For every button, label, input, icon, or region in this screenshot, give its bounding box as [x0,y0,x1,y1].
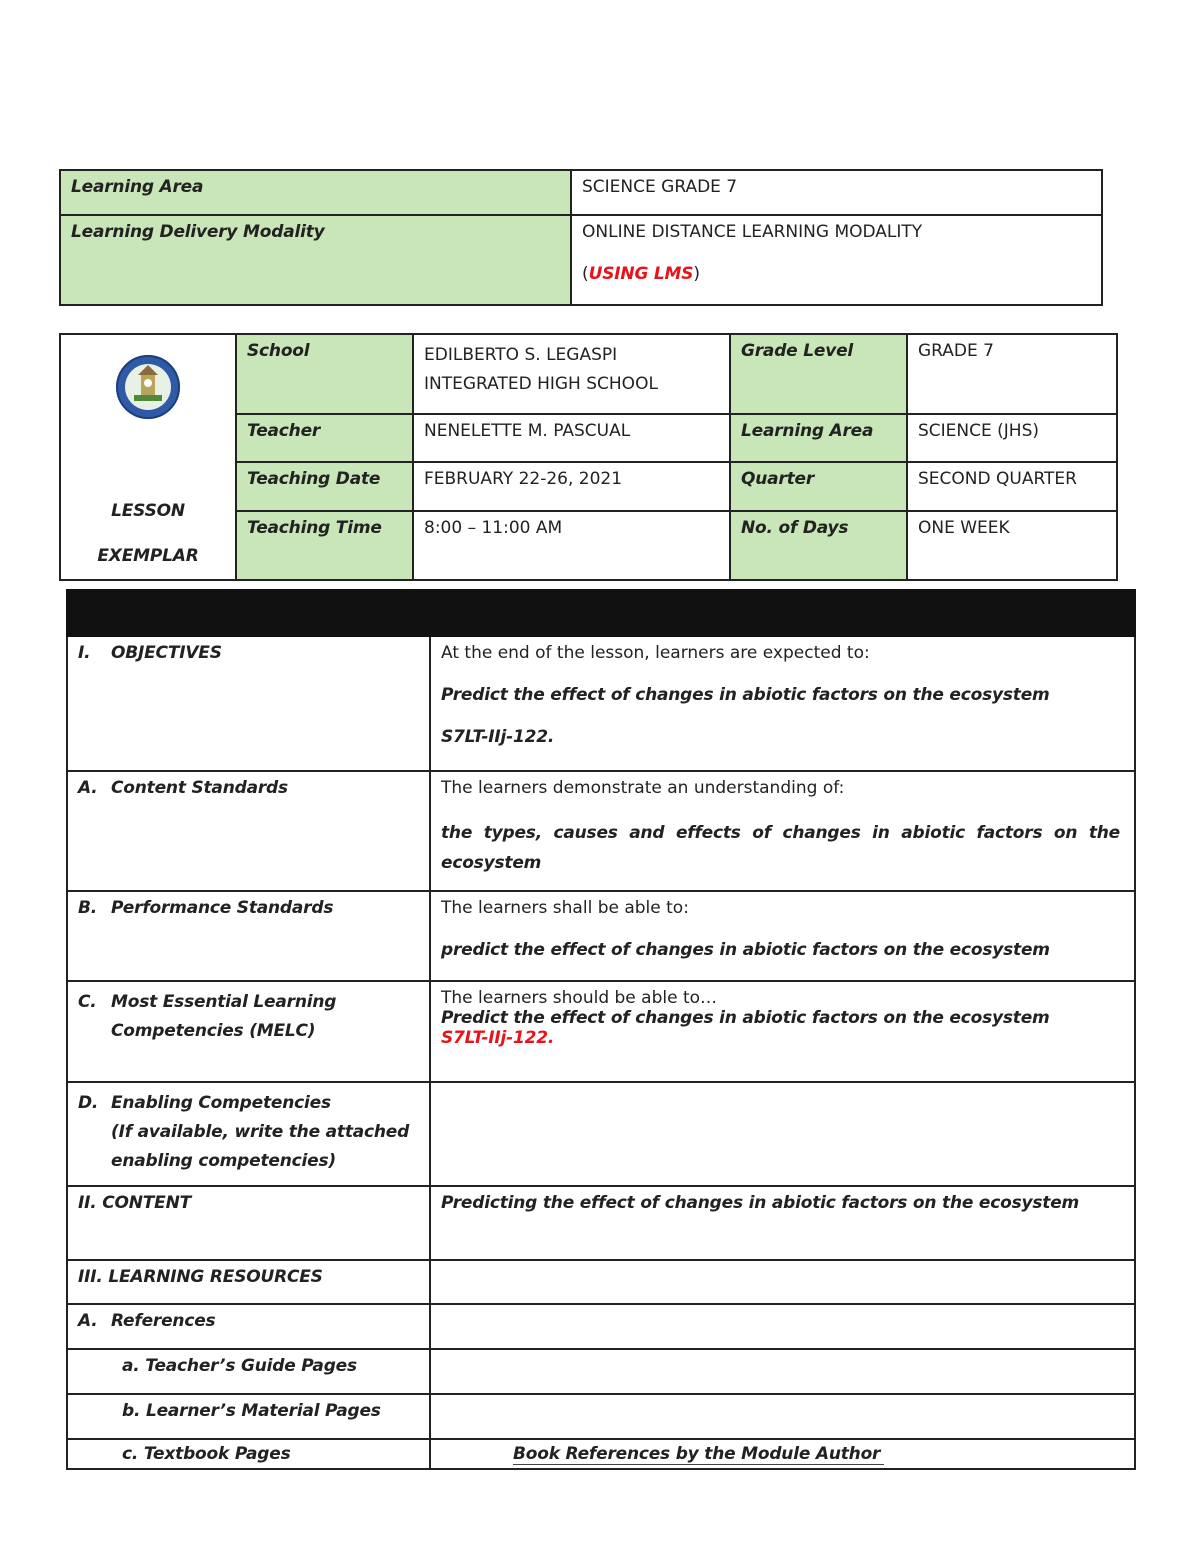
performance-standards-label: B. Performance Standards [67,891,430,981]
teaching-date-label: Teaching Date [236,462,413,511]
learners-material-label: b. Learner’s Material Pages [67,1394,430,1439]
school-label: School [236,334,413,414]
table-header-row [67,590,1135,636]
quarter-value: SECOND QUARTER [907,462,1117,511]
enabling-competencies-label: D. Enabling Competencies (If available, write the attached enabling competencies) [67,1082,430,1186]
using-lms-note: USING LMS [588,264,694,284]
school-seal-icon [61,353,235,425]
teaching-time-value: 8:00 – 11:00 AM [413,511,730,580]
references-label: A. References [67,1304,430,1349]
table-row [67,1349,1135,1394]
delivery-note: (USING LMS) [582,264,700,284]
table-row [67,1439,1135,1469]
days-value: ONE WEEK [907,511,1117,580]
grade-level-label: Grade Level [730,334,907,414]
table-row [67,636,1135,771]
melc-content: The learners should be able to… Predict the effect of changes in abiotic factors on the ecosystem S7LT-IIj-122. [430,981,1135,1082]
content-value: Predicting the effect of changes in abiotic factors on the ecosystem [430,1186,1135,1260]
table-row [67,891,1135,981]
enabling-competencies-content [430,1082,1135,1186]
textbook-pages-content [430,1439,1135,1469]
references-content [430,1304,1135,1349]
table-row [67,1186,1135,1260]
textbook-pages-label: c. Textbook Pages [67,1439,430,1469]
quarter-label: Quarter [730,462,907,511]
teachers-guide-label: a. Teacher’s Guide Pages [67,1349,430,1394]
table-row [67,1260,1135,1304]
content-standards-label: A. Content Standards [67,771,430,891]
content-standards-content: The learners demonstrate an understanding of: the types, causes and effects of changes in abiotic factors on the ecosystem [430,771,1135,891]
teacher-label: Teacher [236,414,413,463]
delivery-modality-label: Learning Delivery Modality [60,215,571,305]
delivery-modality-value: ONLINE DISTANCE LEARNING MODALITY [582,222,923,242]
learning-area-label-2: Learning Area [730,414,907,463]
learners-material-content [430,1394,1135,1439]
table-row [67,1304,1135,1349]
delivery-modality-cell [571,215,1102,305]
teacher-value: NENELETTE M. PASCUAL [413,414,730,463]
school-value: EDILBERTO S. LEGASPI INTEGRATED HIGH SCHOOL [413,334,730,414]
lesson-exemplar-cell [60,334,236,580]
learning-area-table [59,169,1103,306]
table-row [67,981,1135,1082]
objectives-content: At the end of the lesson, learners are expected to: Predict the effect of changes in abiotic factors on the ecosystem S7LT-IIj-122. [430,636,1135,771]
learning-area-value-2: SCIENCE (JHS) [907,414,1117,463]
melc-code: S7LT-IIj-122. [441,1028,555,1048]
teachers-guide-content [430,1349,1135,1394]
teaching-time-label: Teaching Time [236,511,413,580]
performance-standards-content: The learners shall be able to: predict the effect of changes in abiotic factors on the ecosystem [430,891,1135,981]
learning-resources-label: III. LEARNING RESOURCES [67,1260,430,1304]
lesson-info-table [59,333,1118,581]
table-row [67,771,1135,891]
lesson-exemplar-title: LESSON EXEMPLAR [97,501,199,566]
learning-area-value: SCIENCE GRADE 7 [571,170,1102,215]
table-row [67,1082,1135,1186]
grade-level-value: GRADE 7 [907,334,1117,414]
content-label: II. CONTENT [67,1186,430,1260]
learning-area-label: Learning Area [60,170,571,215]
lesson-plan-table [66,589,1136,1470]
table-row [67,1394,1135,1439]
learning-resources-content [430,1260,1135,1304]
objectives-label: I. OBJECTIVES [67,636,430,771]
days-label: No. of Days [730,511,907,580]
melc-label: C. Most Essential Learning Competencies (MELC) [67,981,430,1082]
teaching-date-value: FEBRUARY 22-26, 2021 [413,462,730,511]
textbook-reference-text: Book References by the Module Author [513,1444,884,1465]
